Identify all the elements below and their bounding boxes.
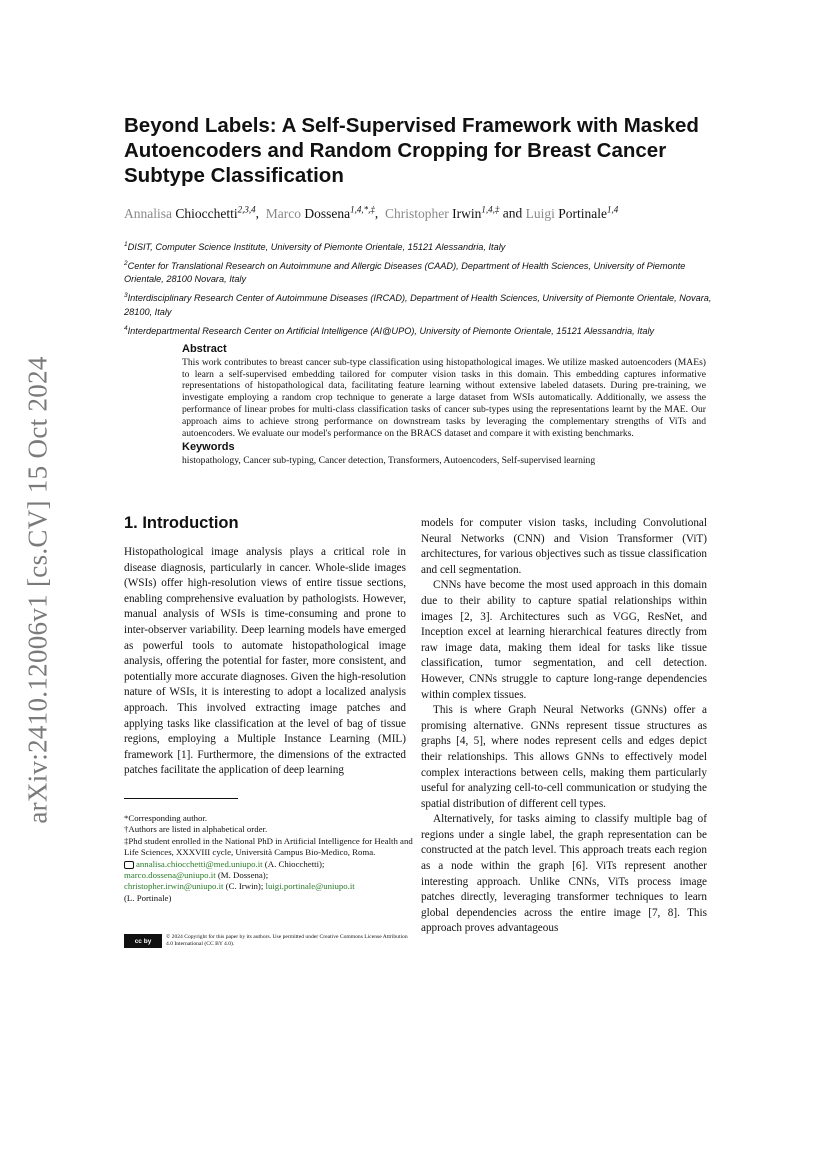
email-link[interactable]: annalisa.chiocchetti@med.uniupo.it: [136, 858, 263, 869]
keywords-text: histopathology, Cancer sub-typing, Cancer detection, Transformers, Autoencoders, Self-supervised learning: [182, 455, 596, 467]
email-link[interactable]: marco.dossena@uniupo.it: [124, 870, 216, 881]
author: Annalisa Chiocchetti$^{2,3,4}$: [124, 204, 256, 221]
paragraph: CNNs have become the most used approach in this domain due to their ability to capture spatial relationships within images [2, 3]. Architectures such as VGG, ResNet, and Inception excel at learning hierarchical features directly from raw image data, making them ideal for tasks like tissue classification, tumor segmentation, and cell detection. However, CNNs struggle to capture long-range dependencies within complex tissues.: [421, 579, 707, 701]
affiliation: $^4$Interdepartmental Research Center on Artificial Intelligence (AI@UPO), University of Piemonte Orientale, 15121 Alessandria, Italy: [124, 324, 655, 336]
paragraph: Alternatively, for tasks aiming to classify multiple bag of regions under a single label, the graph representation can be constructed at the patch level. This approach treats each region as a node within the graph [6]. ViTs represent another interesting approach. Unlike CNNs, ViTs process image patches directly, leveraging transformer techniques to learn global dependencies across the entire image [7, 8]. This approach proves advantageous: [421, 813, 707, 935]
abstract-heading: Abstract: [182, 343, 227, 355]
author-list: Annalisa Chiocchetti$^{2,3,4}$, Marco Dossena$^{1,4,*,\ddagger}$, Christopher Irwin$^{1,4,\ddagger}$ and Luigi Portinale$^{1,4}$: [124, 204, 619, 221]
footnote: *Corresponding author.: [124, 813, 208, 823]
right-column: [421, 516, 707, 937]
footnote: †Authors are listed in alphabetical order.: [124, 824, 268, 835]
section-heading: 1. Introduction: [124, 514, 239, 532]
arxiv-id: arXiv:2410.12006v1 [cs.CV] 15 Oct 2024: [22, 356, 53, 824]
license-text: © 2024 Copyright for this paper by its authors. Use permitted under Creative Commons License Attribution 4.0 International (CC BY 4.0).: [166, 934, 408, 947]
footnotes: [124, 813, 414, 904]
abstract-text: This work contributes to breast cancer sub-type classification using histopathological images. We utilize masked autoencoders (MAEs) to learn a self-supervised embedding tailored for computer vision tasks in this domain. This embedding captures informative representations of histopathological data, facilitating feature learning without extensive labeled datasets. During pre-training, we investigate employing a random crop technique to generate a large dataset from WSIs automatically. Additionally, we assess the performance of linear probes for multi-class classification tasks of cancer sub-types using the representations learnt by the MAE. Our approach aims to achieve strong performance on downstream tasks by leveraging the complementary strengths of ViTs and autoencoders. We evaluate our model's performance on the BRACS dataset and compare it with existing benchmarks.: [182, 356, 706, 439]
paragraph: models for computer vision tasks, including Convolutional Neural Networks (CNN) and Vision Transformer (ViT) architectures, for various objectives such as tissue classification and cell segmentation.: [421, 517, 707, 576]
author: Marco Dossena$^{1,4,*,\ddagger}$: [265, 204, 375, 221]
abstract-block: [182, 344, 706, 467]
email-footnote: annalisa.chiocchetti@med.uniupo.it (A. Chiocchetti); marco.dossena@uniupo.it (M. Dossena); christopher.irwin@uniupo.it (C. Irwin); luigi.portinale@uniupo.it (L. Portinale): [124, 858, 355, 903]
keywords-heading: Keywords: [182, 441, 235, 454]
footnote: ‡Phd student enrolled in the National PhD in Artificial Intelligence for Health and Life Sciences, XXXVIII cycle, Università Campus Bio-Medico, Roma.: [124, 835, 413, 858]
paragraph: This is where Graph Neural Networks (GNNs) offer a promising alternative. GNNs represent tissue structures as graphs [4, 5], where nodes represent cells and edges depict their relationships. This allows GNNs to effectively model complex interactions between cells, making them particularly useful for analyzing cell-to-cell communication or studying the spatial distribution of different cell types.: [421, 704, 707, 810]
affiliation: $^2$Center for Translational Research on Autoimmune and Allergic Diseases (CAAD), Department of Health Sciences, University of Piemonte Orientale, 28100 Novara, Italy: [124, 259, 686, 285]
author: Luigi Portinale$^{1,4}$: [525, 204, 619, 221]
affiliation: $^3$Interdisciplinary Research Center of Autoimmune Diseases (IRCAD), Department of Health Sciences, University of Piemonte Orientale, Novara, 28100, Italy: [124, 292, 712, 317]
author: Christopher Irwin$^{1,4,\ddagger}$: [384, 204, 500, 221]
affiliation: $^1$DISIT, Computer Science Institute, University of Piemonte Orientale, 15121 Alessandria, Italy: [124, 241, 506, 253]
email-link[interactable]: luigi.portinale@uniupo.it: [265, 881, 355, 892]
left-column: [124, 545, 406, 779]
paragraph: Histopathological image analysis plays a critical role in disease diagnosis, particularly in cancer. Whole-slide images (WSIs) offer high-resolution views of entire tissue sections, enabling comprehensive evaluation by pathologists. However, manual analysis of WSIs is time-consuming and prone to inter-observer variability. Deep learning models have emerged as powerful tools to automate histopathological image analysis, offering the potential for faster, more consistent, and potentially more accurate diagnoses. Given the high-resolution nature of WSIs, it is interesting to adopt a localized analysis approach. This involved extracting image patches and applying tasks like classification at the level of bag of tissue regions, employing a Multiple Instance Learning (MIL) framework [1]. Furthermore, the dimensions of the extracted patches facilitate the application of deep learning: [124, 546, 406, 777]
cc-by-icon: cc by: [124, 934, 162, 948]
envelope-icon: [124, 861, 134, 869]
email-link[interactable]: christopher.irwin@uniupo.it: [124, 881, 224, 892]
arxiv-stamp: [0, 0, 70, 1171]
affiliations: [124, 238, 714, 340]
paper-title: Beyond Labels: A Self-Supervised Framework with Masked Autoencoders and Random Cropping for Breast Cancer Subtype Classification: [124, 114, 699, 187]
footnote-rule: [124, 798, 238, 799]
license-notice: [124, 934, 414, 948]
